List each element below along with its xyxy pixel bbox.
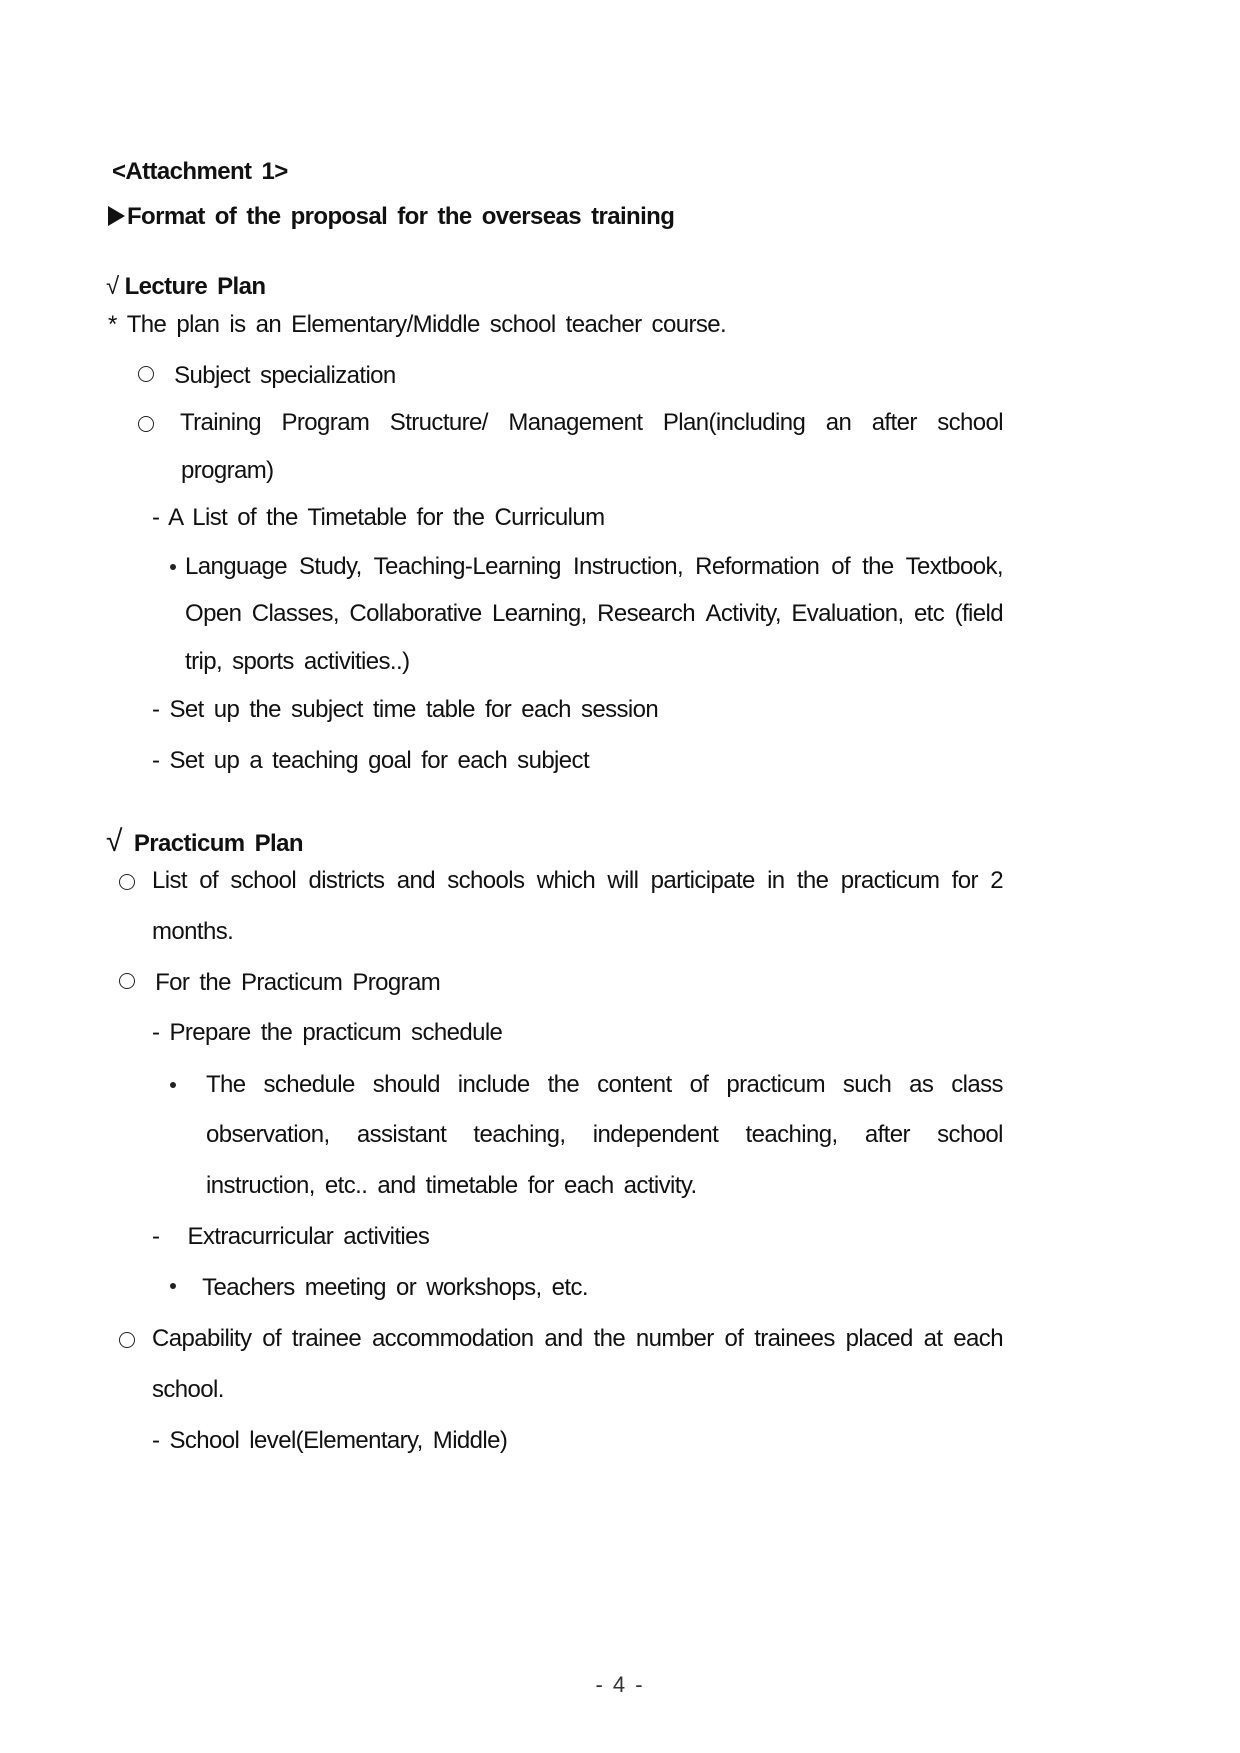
- word: of: [689, 1071, 709, 1098]
- word: Plan(including: [662, 409, 806, 436]
- dot-bullet-icon: [170, 564, 176, 570]
- word: schools: [447, 867, 525, 894]
- word: should: [372, 1071, 440, 1098]
- word: teaching,: [745, 1121, 838, 1148]
- word: participate: [650, 867, 755, 894]
- word: school: [230, 867, 297, 894]
- word: as: [909, 1071, 934, 1098]
- practicum-bullet-schedule-line2: [206, 1120, 1003, 1150]
- word: schedule: [263, 1071, 355, 1098]
- word: the: [796, 867, 829, 894]
- word: after: [864, 1121, 910, 1148]
- bullet-text-line2: [206, 1120, 1003, 1150]
- word: accommodation: [371, 1325, 534, 1352]
- circle-bullet-icon: [138, 366, 154, 382]
- practicum-sub-school-level: - School level(Elementary, Middle): [152, 1427, 508, 1454]
- circle-bullet-icon: [138, 416, 154, 432]
- heading-text: Practicum Plan: [133, 830, 303, 857]
- word: of: [262, 1325, 282, 1352]
- practicum-item-program: [119, 968, 440, 998]
- word: trainees: [754, 1325, 835, 1352]
- item-text: For the Practicum Program: [155, 969, 441, 996]
- check-icon: √: [106, 273, 119, 300]
- practicum-item-school-list-cont: months.: [152, 918, 234, 945]
- word: content: [597, 1071, 672, 1098]
- dot-bullet-icon: [170, 1082, 176, 1088]
- lecture-bullet-curriculum-line3: trip, sports activities..): [185, 648, 410, 675]
- practicum-sub-extracurricular: [152, 1222, 429, 1252]
- item-text: Subject specialization: [174, 362, 396, 389]
- bullet-text: Teachers meeting or workshops, etc.: [202, 1274, 588, 1301]
- word: number: [635, 1325, 714, 1352]
- lecture-bullet-curriculum-line2: [185, 599, 1003, 629]
- practicum-plan-heading: [106, 827, 303, 859]
- practicum-item-capability-cont: school.: [152, 1376, 224, 1403]
- word: Program: [281, 409, 370, 436]
- word: will: [607, 867, 639, 894]
- word: for: [951, 867, 978, 894]
- lecture-sub-timetable-list: - A List of the Timetable for the Curriculum: [152, 504, 605, 531]
- word: independent: [592, 1121, 719, 1148]
- word: List: [152, 867, 187, 894]
- word: Instruction,: [572, 553, 684, 580]
- word: assistant: [356, 1121, 447, 1148]
- word: school: [937, 409, 1003, 436]
- word: practicum: [726, 1071, 825, 1098]
- word: The: [206, 1071, 246, 1098]
- circle-bullet-icon: [119, 874, 135, 890]
- check-icon: √: [106, 825, 122, 858]
- word: Evaluation,: [791, 600, 904, 627]
- word: Teaching-Learning: [373, 553, 561, 580]
- word: teaching,: [473, 1121, 566, 1148]
- word: Learning,: [492, 600, 587, 627]
- practicum-item-capability: [119, 1324, 1003, 1354]
- word: Activity,: [705, 600, 781, 627]
- item-text-line1: [152, 866, 1003, 896]
- word: observation,: [206, 1121, 330, 1148]
- attachment-label: <Attachment 1>: [112, 158, 288, 185]
- word: an: [825, 409, 852, 436]
- document-title: [108, 202, 674, 232]
- word: and: [544, 1325, 583, 1352]
- circle-bullet-icon: [119, 1332, 135, 1348]
- word: which: [536, 867, 596, 894]
- word: trainee: [291, 1325, 362, 1352]
- word: of: [724, 1325, 744, 1352]
- practicum-sub-schedule: - Prepare the practicum schedule: [152, 1019, 503, 1046]
- word: Research: [597, 600, 696, 627]
- word: class: [951, 1071, 1003, 1098]
- circle-bullet-icon: [119, 973, 135, 989]
- word: Collaborative: [349, 600, 482, 627]
- item-text-line1: [180, 408, 1003, 438]
- word: and: [396, 867, 435, 894]
- word: Language: [185, 553, 287, 580]
- word: each: [953, 1325, 1003, 1352]
- dash-mark: -: [152, 1223, 160, 1250]
- word: Textbook,: [905, 553, 1003, 580]
- page-number: - 4 -: [595, 1672, 645, 1697]
- word: 2: [990, 867, 1003, 894]
- word: (field: [954, 600, 1003, 627]
- word: Capability: [152, 1325, 252, 1352]
- word: the: [862, 553, 894, 580]
- dot-bullet-icon: [170, 1283, 176, 1289]
- word: Open: [185, 600, 242, 627]
- lecture-item-subject-specialization: [138, 361, 396, 391]
- heading-text: Lecture Plan: [124, 273, 266, 300]
- lecture-plan-heading: [106, 272, 265, 302]
- word: Training: [180, 409, 262, 436]
- lecture-bullet-curriculum: [170, 552, 1003, 582]
- title-text: Format of the proposal for the overseas training: [127, 203, 675, 230]
- word: include: [457, 1071, 530, 1098]
- practicum-item-school-list: [119, 866, 1003, 896]
- asterisk-icon: *: [108, 311, 117, 338]
- bullet-text-line1: [206, 1070, 1003, 1100]
- word: the: [547, 1071, 580, 1098]
- word: etc: [913, 600, 945, 627]
- word: after: [871, 409, 917, 436]
- word: Study,: [298, 553, 362, 580]
- lecture-item-training-program-cont: program): [181, 457, 274, 484]
- lecture-note: [108, 310, 726, 340]
- word: Classes,: [251, 600, 339, 627]
- note-text: The plan is an Elementary/Middle school teacher course.: [126, 311, 727, 338]
- word: the: [593, 1325, 626, 1352]
- practicum-bullet-meetings: [170, 1273, 588, 1303]
- word: of: [199, 867, 219, 894]
- bullet-text-line2: [185, 599, 1003, 629]
- word: practicum: [840, 867, 940, 894]
- practicum-bullet-schedule: [170, 1070, 1003, 1100]
- item-text-line1: [152, 1324, 1003, 1354]
- bullet-text-line1: [185, 552, 1003, 582]
- sub-text: Extracurricular activities: [187, 1223, 430, 1250]
- word: in: [767, 867, 785, 894]
- word: placed: [845, 1325, 913, 1352]
- word: Reformation: [695, 553, 820, 580]
- practicum-bullet-schedule-line3: instruction, etc.. and timetable for each activity.: [206, 1172, 697, 1199]
- word: of: [831, 553, 851, 580]
- word: districts: [308, 867, 385, 894]
- word: Structure/: [389, 409, 488, 436]
- lecture-sub-teaching-goal: - Set up a teaching goal for each subject: [152, 747, 590, 774]
- lecture-sub-time-table: - Set up the subject time table for each session: [152, 696, 659, 723]
- word: Management: [508, 409, 643, 436]
- lecture-item-training-program: [138, 408, 1003, 438]
- word: such: [842, 1071, 892, 1098]
- word: school: [937, 1121, 1003, 1148]
- word: at: [923, 1325, 943, 1352]
- triangle-bullet-icon: [108, 206, 125, 226]
